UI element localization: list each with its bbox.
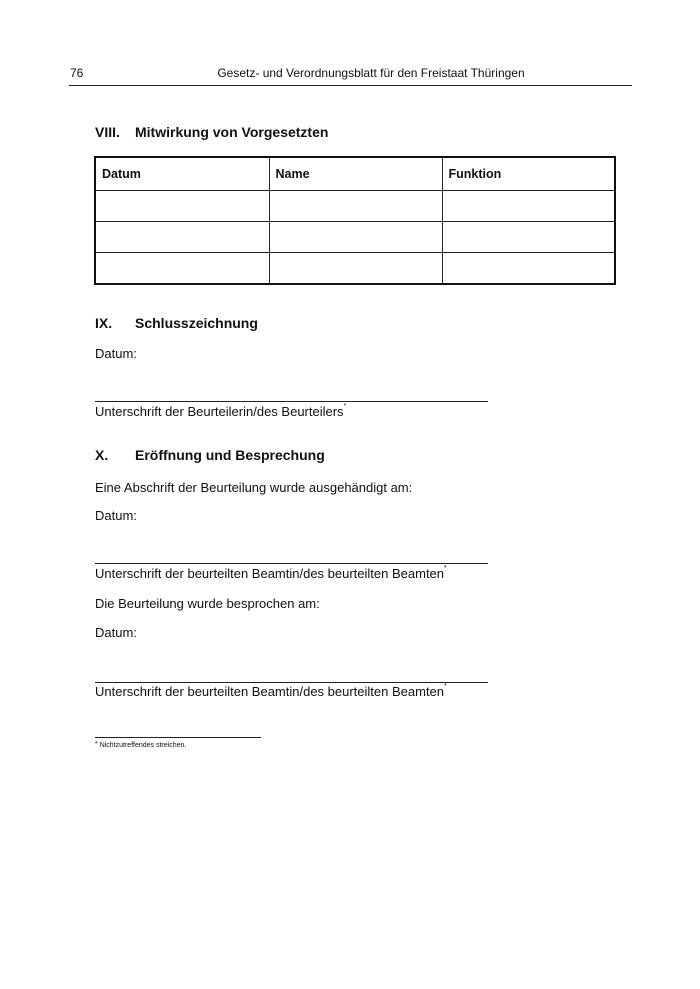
table-row bbox=[95, 222, 615, 253]
page-number: 76 bbox=[70, 66, 84, 80]
table-row bbox=[95, 191, 615, 222]
table-row bbox=[95, 253, 615, 285]
table-cell[interactable] bbox=[95, 253, 269, 285]
section-ix-signature-line[interactable] bbox=[95, 401, 488, 402]
header-title: Gesetz- und Verordnungsblatt für den Freistaat Thüringen bbox=[217, 66, 525, 80]
section-viii-number: VIII. bbox=[95, 124, 120, 140]
section-x-signature-caption-2 bbox=[95, 684, 447, 699]
table-cell[interactable] bbox=[95, 191, 269, 222]
section-ix-signature-caption bbox=[95, 404, 346, 419]
section-x-heading bbox=[95, 447, 325, 463]
footnote-text: Nichtzutreffendes streichen. bbox=[99, 742, 187, 749]
copy-handed-out-text: Eine Abschrift der Beurteilung wurde ausgehändigt am: bbox=[95, 480, 413, 495]
footnote-marker: * bbox=[95, 741, 98, 748]
signature-caption-text: Unterschrift der beurteilten Beamtin/des beurteilten Beamten bbox=[95, 566, 445, 581]
header-rule bbox=[69, 85, 632, 86]
section-x-date-label-1: Datum: bbox=[95, 508, 137, 523]
section-x-signature-line-2[interactable] bbox=[95, 682, 488, 683]
signature-caption-text: Unterschrift der beurteilten Beamtin/des beurteilten Beamten bbox=[95, 684, 445, 699]
section-ix-heading bbox=[95, 315, 258, 331]
supervisor-table bbox=[94, 156, 616, 285]
section-viii-title: Mitwirkung von Vorgesetzten bbox=[135, 124, 329, 140]
table-cell[interactable] bbox=[442, 253, 615, 285]
footnote-marker: * bbox=[343, 403, 347, 410]
section-viii-heading bbox=[95, 124, 328, 140]
table-cell[interactable] bbox=[442, 191, 615, 222]
footnote-rule bbox=[95, 737, 261, 738]
section-x-date-label-2: Datum: bbox=[95, 625, 137, 640]
column-header-name: Name bbox=[269, 157, 442, 191]
section-x-number: X. bbox=[95, 447, 109, 463]
section-ix-date-label: Datum: bbox=[95, 346, 137, 361]
table-cell[interactable] bbox=[269, 222, 442, 253]
table-cell[interactable] bbox=[269, 191, 442, 222]
footnote-marker: * bbox=[444, 565, 447, 572]
signature-caption-text: Unterschrift der Beurteilerin/des Beurteilers bbox=[95, 404, 344, 419]
page-header bbox=[70, 66, 632, 86]
table-cell[interactable] bbox=[95, 222, 269, 253]
section-ix-number: IX. bbox=[95, 315, 113, 331]
column-header-datum: Datum bbox=[95, 157, 269, 191]
section-x-signature-caption-1 bbox=[95, 566, 447, 581]
section-ix-title: Schlusszeichnung bbox=[135, 315, 258, 331]
footnote bbox=[95, 742, 186, 749]
table-header-row bbox=[95, 157, 615, 191]
table-cell[interactable] bbox=[269, 253, 442, 285]
section-x-title: Eröffnung und Besprechung bbox=[135, 447, 325, 463]
section-x-signature-line-1[interactable] bbox=[95, 563, 488, 564]
discussed-text: Die Beurteilung wurde besprochen am: bbox=[95, 596, 320, 611]
footnote-marker: * bbox=[444, 683, 447, 690]
table-cell[interactable] bbox=[442, 222, 615, 253]
column-header-funktion: Funktion bbox=[442, 157, 615, 191]
